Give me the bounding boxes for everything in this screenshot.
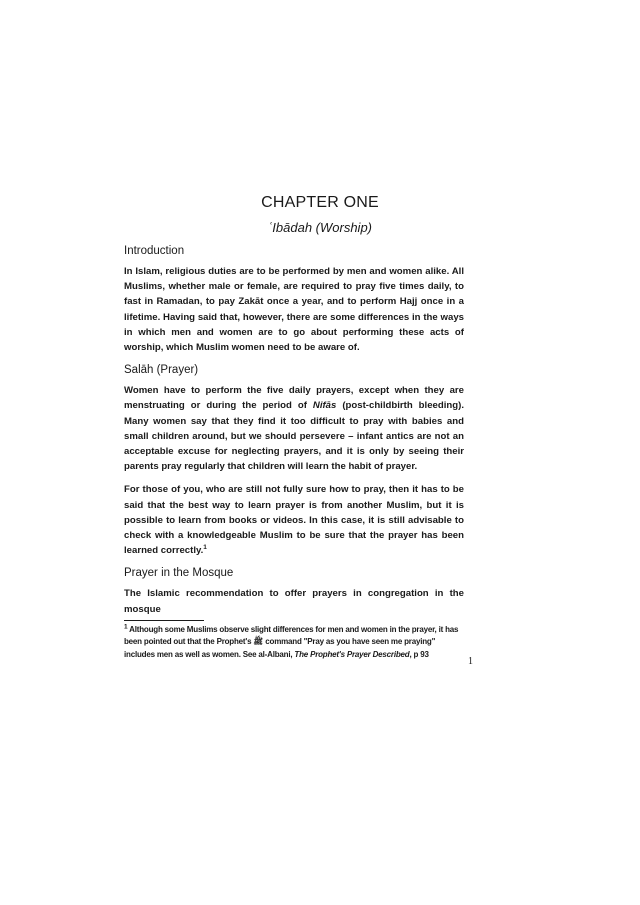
footnote — [124, 624, 464, 662]
salah-paragraph-1 — [124, 383, 464, 474]
salah-p2-text: For those of you, who are still not fully sure how to pray, then it has to be said that the best way to learn prayer is from another Muslim, but it is possible to learn from books or videos. In this case, it is still advisable to check with a knowledgeable Muslim to be sure that the prayer has been learned correctly. — [124, 484, 464, 557]
section-heading-mosque: Prayer in the Mosque — [124, 567, 234, 580]
footnote-text-end: , p 93 — [409, 649, 429, 659]
section-heading-introduction: Introduction — [124, 245, 185, 257]
introduction-paragraph: In Islam, religious duties are to be performed by men and women alike. All Muslims, whether male or female, are required to pray five times daily, to fast in Ramadan, to pay Zakāt once a year, and to perform Hajj once in a lifetime. Having said that, however, there are some differences in the ways in which men and women are to go about performing these acts of worship, which Muslim women need to be aware of. — [124, 266, 464, 354]
chapter-title: CHAPTER ONE — [261, 194, 379, 211]
footnote-divider — [124, 620, 204, 621]
salah-p1-text-end: (post-childbirth bleeding). Many women say that they find it too difficult to pray with babies and small children around, but we should persevere – infant antics are not an acceptable excuse for neglecting prayers, and it is only by seeing their parents pray regularly that children will learn the habit of prayer. — [124, 400, 464, 473]
page-number: 1 — [468, 656, 473, 667]
salah-p1-text-start: Women have to perform the five daily prayers, except when they are menstruating or during the period of — [124, 385, 464, 412]
footnote-book-title: The Prophet's Prayer Described — [294, 649, 410, 659]
section-heading-salah: Salāh (Prayer) — [124, 364, 199, 377]
nifas-term: Nifās — [312, 400, 337, 412]
salah-paragraph-2 — [124, 482, 464, 558]
footnote-number: 1 — [124, 623, 128, 631]
main-content — [124, 244, 464, 661]
footnote-text-start: Although some Muslims observe slight differences for men and women in the prayer, it has been pointed out that the Prophet's ﷺ command "Pray as you have seen me praying" includes men as well as women. See al-Albani, — [124, 624, 459, 659]
chapter-subtitle: ʿIbādah (Worship) — [267, 220, 373, 235]
footnote-reference: 1 — [203, 544, 207, 552]
mosque-paragraph: The Islamic recommendation to offer prayers in congregation in the mosque — [124, 588, 464, 615]
